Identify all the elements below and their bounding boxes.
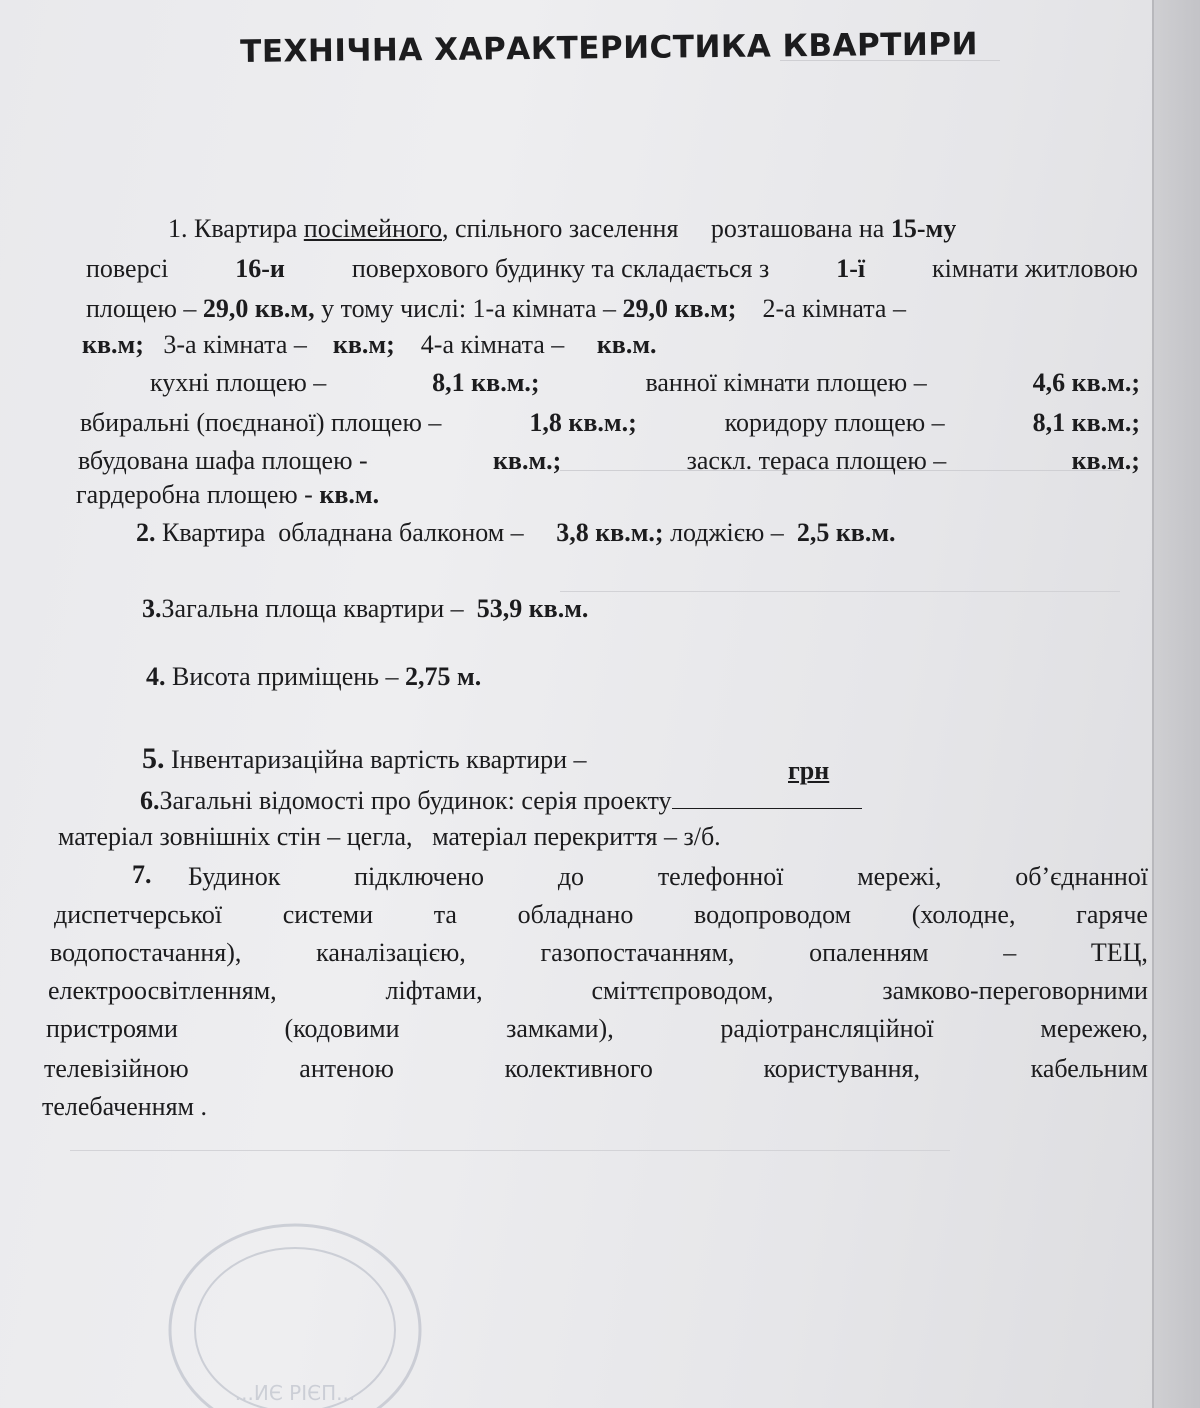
item1-line6: вбиральні (поєднаної) площею – 1,8 кв.м.; коридору площею – 8,1 кв.м.; [80, 408, 1140, 437]
item7-line6: телевізійною антеною колективного користування, кабельним [44, 1054, 1148, 1083]
item1-number: 1. [168, 214, 188, 243]
item7-line5: пристроями (кодовими замками), радіотрансляційної мережею, [46, 1014, 1148, 1043]
item1-line5: кухні площею – 8,1 кв.м.; ванної кімнати площею – 4,6 кв.м.; [150, 368, 1140, 397]
item1-line1: 1. Квартира посімейного, спільного заселення розташована на 15-му [168, 214, 957, 243]
item1-line3: площею – 29,0 кв.м, у тому числі: 1-а кімната – 29,0 кв.м; 2-а кімната – [86, 294, 906, 323]
item1-line7: вбудована шафа площею - кв.м.; заскл. тераса площею – кв.м.; [78, 446, 1140, 475]
total-area-value: 53,9 кв.м. [476, 594, 589, 623]
item7-number-wrap [132, 860, 152, 890]
item1-line4: кв.м; 3-а кімната – кв.м; 4-а кімната – кв.м. [82, 330, 657, 359]
item7-line2: диспетчерської системи та обладнано водопроводом (холодне, гаряче [54, 900, 1148, 929]
ceiling-material: матеріал перекриття – з/б. [432, 822, 721, 851]
floor-value: 15-му [890, 214, 957, 243]
item5-line: 5. Інвентаризаційна вартість квартири – [142, 742, 587, 775]
wall-material: матеріал зовнішніх стін – цегла, [58, 822, 413, 851]
terrace-value: кв.м.; [1071, 446, 1140, 475]
item4-line: 4. Висота приміщень – 2,75 м. [146, 662, 482, 691]
item2-line: 2. Квартира обладнана балконом – 3,8 кв.м.; лоджією – 2,5 кв.м. [136, 518, 896, 547]
item7-line1: Будинок підключено до телефонної мережі, об’єднанної [188, 862, 1148, 891]
item3-number: 3. [142, 594, 162, 623]
room1-value: 29,0 кв.м; [622, 294, 737, 323]
item5-number: 5. [142, 742, 165, 775]
item1-line2: поверсі 16-и поверхового будинку та складається з 1-ї кімнати житловою [86, 254, 1138, 283]
rooms-value: 1-ї [836, 254, 866, 283]
item7-line4: електроосвітленням, ліфтами, сміттєпроводом, замково-переговорними [48, 976, 1148, 1005]
bath-value: 4,6 кв.м.; [1032, 368, 1140, 397]
floors-total-value: 16-и [235, 254, 285, 283]
item6-line2 [58, 822, 721, 852]
next-page-edge [1152, 0, 1200, 1408]
dressing-value: кв.м. [319, 480, 380, 509]
living-area-value: 29,0 кв.м, [202, 294, 315, 323]
item3-line: 3.Загальна площа квартири – 53,9 кв.м. [142, 594, 589, 623]
document-title: ТЕХНІЧНА ХАРАКТЕРИСТИКА КВАРТИРИ [240, 26, 979, 70]
show-through-block [70, 1150, 950, 1211]
item4-number: 4. [146, 662, 166, 691]
show-through-block [780, 60, 1000, 151]
stamp-text: ...ИЄ РІЄП... [234, 1381, 356, 1405]
item7-line7: телебаченням . [42, 1092, 208, 1121]
item7-number: 7. [132, 860, 152, 889]
project-series-blank [672, 788, 862, 809]
ceiling-height-value: 2,75 м. [405, 662, 482, 691]
item7-line3: водопостачання), каналізацією, газопостачанням, опаленням – ТЕЦ, [50, 938, 1148, 967]
item6-number: 6. [140, 786, 160, 815]
inventory-currency: грн [788, 756, 830, 785]
wardrobe-value: кв.м.; [492, 446, 562, 475]
kitchen-value: 8,1 кв.м.; [432, 368, 540, 397]
toilet-value: 1,8 кв.м.; [529, 408, 637, 437]
round-stamp [160, 1210, 430, 1408]
item2-number: 2. [136, 518, 156, 547]
item6-line1: 6.Загальні відомості про будинок: серія проекту [140, 786, 862, 816]
balcony-value: 3,8 кв.м.; [556, 518, 664, 547]
item1-line8: гардеробна площею - кв.м. [76, 480, 380, 509]
item5-value [788, 756, 829, 786]
loggia-value: 2,5 кв.м. [796, 518, 896, 547]
corridor-value: 8,1 кв.м.; [1032, 408, 1140, 437]
settlement-type: посімейного [303, 214, 442, 243]
